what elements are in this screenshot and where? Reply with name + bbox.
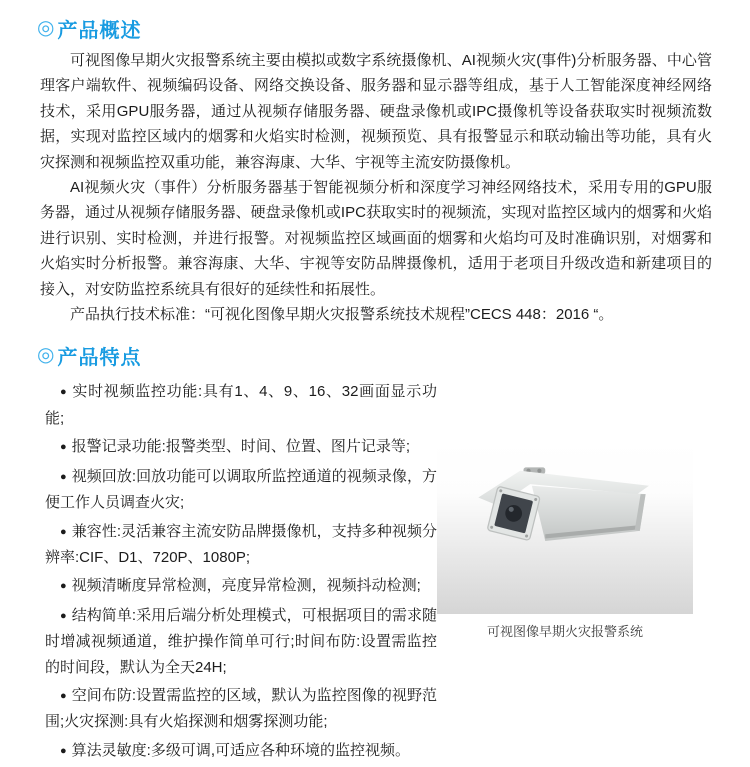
features-zone [0,379,750,759]
feature-item [45,683,437,735]
bullet-dot-icon: ● [60,744,67,757]
feature-item-text: 算法灵敏度:多级可调,可适应各种环境的监控视频。 [71,741,410,759]
feature-item [45,603,437,680]
feature-item-text: 空间布防:设置需监控的区域，默认为监控图像的视野范围;火灾探测:具有火焰探测和烟雾探测功能; [45,686,437,731]
bullet-dot-icon: ● [60,441,67,454]
feature-item-text: 兼容性:灵活兼容主流安防品牌摄像机，支持多种视频分辨率:CIF、D1、720P、1080P; [45,522,437,566]
bullseye-icon: ◎ [37,344,55,367]
bullet-dot-icon: ● [60,580,67,593]
overview-paragraph-2: AI视频火灾（事件）分析服务器基于智能视频分析和深度学习神经网络技术，采用专用的GPU服务器，通过从视频存储服务器、硬盘录像机或IPC获取实时的视频流，实现对监控区域内的烟雾和火焰进行识别、实时检测，并进行报警。对视频监控区域画面的烟雾和火焰均可及时准确识别，对烟雾和火焰实时分析报警。兼容海康、大华、宇视等安防品牌摄像机，适用于老项目升级改造和新建项目的接入，对安防监控系统具有很好的延续性和拓展性。 [40,179,712,298]
overview-section-header [37,0,750,42]
feature-item-text: 报警记录功能:报警类型、时间、位置、图片记录等; [71,438,410,456]
bullet-dot-icon: ● [60,525,67,538]
camera-illustration [475,457,659,553]
bullet-dot-icon: ● [60,689,67,702]
bullet-dot-icon: ● [60,609,67,622]
product-image-caption: 可视图像早期火灾报警系统 [486,624,643,640]
overview-section-title: 产品概述 [57,19,142,42]
bullet-dot-icon: ● [60,470,67,483]
bullseye-icon: ◎ [37,17,55,39]
feature-item-text: 实时视频监控功能:具有1、4、9、16、32画面显示功能; [45,383,437,427]
overview-paragraph-3: 产品执行技术标准：“可视化图像早期火灾报警系统技术规程”CECS 448：2016 “。 [70,306,614,324]
feature-item [45,573,437,599]
overview-body [40,48,712,327]
overview-paragraph-1: 可视图像早期火灾报警系统主要由模拟或数字系统摄像机、AI视频火灾(事件)分析服务器、中心管理客户端软件、视频编码设备、网络交换设备、服务器和显示器等组成，基于人工智能深度神经网络技术，采用GPU服务器，通过从视频存储服务器、硬盘录像机或IPC摄像机等设备获取实时视频流数据，实现对监控区域内的烟雾和火焰实时检测，视频预览、具有报警显示和联动输出等功能，具有火灾探测和视频监控双重功能，兼容海康、大华、宇视等主流安防摄像机。 [40,52,712,171]
feature-item-text: 结构简单:采用后端分析处理模式，可根据项目的需求随时增减视频通道，维护操作简单可行;时间布防:设置需监控的时间段，默认为全天24H; [45,606,437,676]
feature-item-text: 视频清晰度异常检测，亮度异常检测，视频抖动检测; [71,577,421,595]
feature-item [45,738,437,764]
features-section-title: 产品特点 [57,346,142,369]
feature-item [45,379,437,431]
feature-item-text: 视频回放:回放功能可以调取所监控通道的视频录像，方便工作人员调查火灾; [45,467,437,512]
features-section-header [37,341,750,369]
camera-product-photo [437,441,693,614]
feature-item [45,434,437,460]
product-figure [437,441,693,640]
bullet-dot-icon: ● [60,386,68,399]
feature-item [45,464,437,516]
feature-item [45,519,437,571]
feature-list [45,379,437,767]
